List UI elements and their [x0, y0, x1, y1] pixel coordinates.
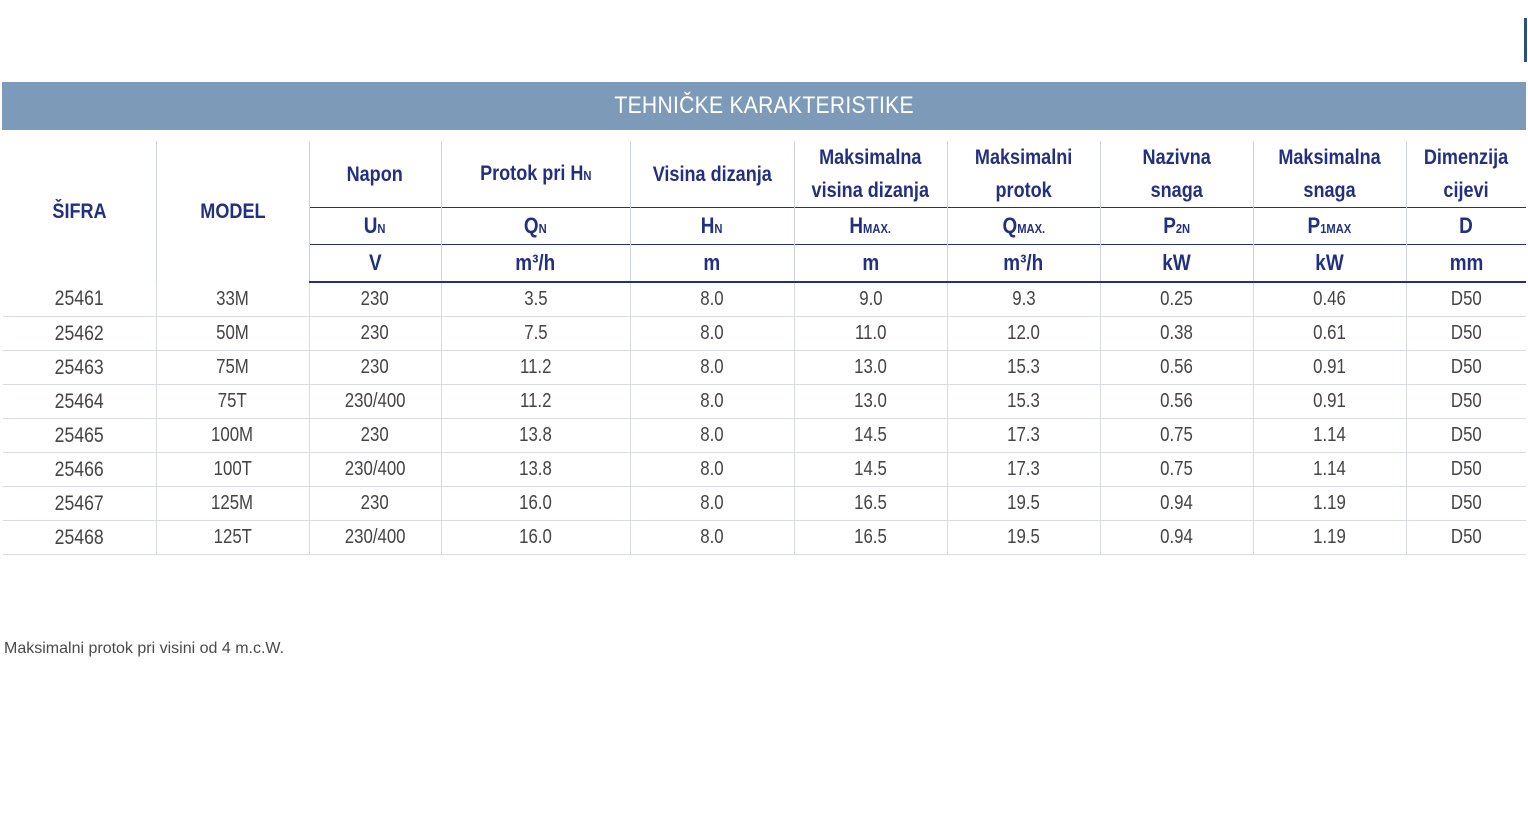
table-cell: 230 — [309, 351, 441, 385]
table-cell: 1.14 — [1253, 453, 1406, 487]
unit-v: V — [309, 245, 441, 283]
unit-kw: kW — [1100, 245, 1253, 283]
unit-m3h: m³/h — [441, 245, 630, 283]
table-cell: 17.3 — [947, 419, 1100, 453]
table-cell: 125T — [156, 521, 309, 555]
table-cell: 1.19 — [1253, 487, 1406, 521]
table-cell: 8.0 — [630, 487, 794, 521]
table-cell: 13.8 — [441, 419, 630, 453]
header-max-visina: Maksimalna visina dizanja — [794, 141, 947, 208]
table-cell: 25466 — [3, 453, 156, 487]
table-row — [3, 487, 1526, 521]
symbol-un: UN — [309, 208, 441, 245]
table-cell: 14.5 — [794, 419, 947, 453]
table-cell: 8.0 — [630, 453, 794, 487]
table-cell: 230 — [309, 419, 441, 453]
table-cell: 8.0 — [630, 385, 794, 419]
table-cell: 13.8 — [441, 453, 630, 487]
table-cell: 33M — [156, 282, 309, 317]
table-cell: 8.0 — [630, 419, 794, 453]
table-cell: 75M — [156, 351, 309, 385]
table-cell: D50 — [1406, 351, 1526, 385]
table-cell: 230 — [309, 282, 441, 317]
table-cell: 8.0 — [630, 317, 794, 351]
table-cell: 15.3 — [947, 351, 1100, 385]
table-cell: 16.5 — [794, 521, 947, 555]
table-cell: 1.19 — [1253, 521, 1406, 555]
symbol-p1max: P1MAX — [1253, 208, 1406, 245]
table-cell: 13.0 — [794, 385, 947, 419]
table-row — [3, 385, 1526, 419]
table-cell: 0.91 — [1253, 385, 1406, 419]
table-cell: 25462 — [3, 317, 156, 351]
table-cell: 19.5 — [947, 487, 1100, 521]
table-cell: 0.94 — [1100, 521, 1253, 555]
table-cell: 11.2 — [441, 385, 630, 419]
unit-mm: mm — [1406, 245, 1526, 283]
table-cell: 19.5 — [947, 521, 1100, 555]
table-row — [3, 351, 1526, 385]
symbol-d: D — [1406, 208, 1526, 245]
symbol-hn: HN — [630, 208, 794, 245]
table-cell: D50 — [1406, 282, 1526, 317]
table-cell: 3.5 — [441, 282, 630, 317]
spec-table — [3, 141, 1526, 555]
table-cell: 0.94 — [1100, 487, 1253, 521]
symbol-hmax: HMAX. — [794, 208, 947, 245]
table-cell: 100T — [156, 453, 309, 487]
symbol-qn: QN — [441, 208, 630, 245]
table-cell: 0.91 — [1253, 351, 1406, 385]
table-row — [3, 282, 1526, 317]
table-cell: 230/400 — [309, 521, 441, 555]
table-cell: 230/400 — [309, 453, 441, 487]
footnote: Maksimalni protok pri visini od 4 m.c.W. — [4, 640, 285, 657]
table-title: TEHNIČKE KARAKTERISTIKE — [614, 92, 914, 119]
table-cell: 16.0 — [441, 521, 630, 555]
unit-m: m — [794, 245, 947, 283]
table-row — [3, 453, 1526, 487]
table-cell: 8.0 — [630, 282, 794, 317]
table-row — [3, 317, 1526, 351]
header-napon: Napon — [309, 141, 441, 208]
table-cell: D50 — [1406, 453, 1526, 487]
table-cell: 14.5 — [794, 453, 947, 487]
symbol-qmax: QMAX. — [947, 208, 1100, 245]
header-sifra: ŠIFRA — [52, 200, 107, 223]
table-cell: 13.0 — [794, 351, 947, 385]
table-row — [3, 419, 1526, 453]
table-cell: 12.0 — [947, 317, 1100, 351]
table-row — [3, 521, 1526, 555]
table-cell: D50 — [1406, 317, 1526, 351]
symbol-p2n: P2N — [1100, 208, 1253, 245]
unit-m3h: m³/h — [947, 245, 1100, 283]
table-cell: 9.3 — [947, 282, 1100, 317]
table-cell: 25465 — [3, 419, 156, 453]
table-cell: 1.14 — [1253, 419, 1406, 453]
table-cell: 0.38 — [1100, 317, 1253, 351]
table-cell: 100M — [156, 419, 309, 453]
table-cell: 15.3 — [947, 385, 1100, 419]
table-cell: 25467 — [3, 487, 156, 521]
table-cell: 0.25 — [1100, 282, 1253, 317]
table-cell: 25463 — [3, 351, 156, 385]
header-protok: Protok pri HN — [441, 141, 630, 208]
table-cell: 75T — [156, 385, 309, 419]
table-cell: 25464 — [3, 385, 156, 419]
header-nazivna-snaga: Nazivna snaga — [1100, 141, 1253, 208]
table-cell: 0.56 — [1100, 385, 1253, 419]
table-cell: 9.0 — [794, 282, 947, 317]
header-visina-dizanja: Visina dizanja — [630, 141, 794, 208]
table-cell: 25461 — [3, 282, 156, 317]
table-cell: 8.0 — [630, 521, 794, 555]
unit-m: m — [630, 245, 794, 283]
header-dimenzija: Dimenzija cijevi — [1406, 141, 1526, 208]
table-cell: 8.0 — [630, 351, 794, 385]
edge-marker — [1524, 18, 1527, 62]
table-cell: 230/400 — [309, 385, 441, 419]
table-cell: 0.75 — [1100, 453, 1253, 487]
table-cell: 0.75 — [1100, 419, 1253, 453]
table-cell: 230 — [309, 317, 441, 351]
table-cell: 230 — [309, 487, 441, 521]
table-cell: 125M — [156, 487, 309, 521]
unit-kw: kW — [1253, 245, 1406, 283]
header-max-snaga: Maksimalna snaga — [1253, 141, 1406, 208]
table-cell: 7.5 — [441, 317, 630, 351]
table-cell: 25468 — [3, 521, 156, 555]
header-model: MODEL — [156, 141, 309, 282]
table-cell: 0.61 — [1253, 317, 1406, 351]
header-max-protok: Maksimalni protok — [947, 141, 1100, 208]
table-cell: 11.0 — [794, 317, 947, 351]
table-cell: 0.56 — [1100, 351, 1253, 385]
table-cell: D50 — [1406, 385, 1526, 419]
table-cell: D50 — [1406, 419, 1526, 453]
table-cell: 17.3 — [947, 453, 1100, 487]
table-cell: 50M — [156, 317, 309, 351]
table-cell: 16.5 — [794, 487, 947, 521]
table-cell: D50 — [1406, 487, 1526, 521]
table-title-bar — [2, 82, 1526, 130]
table-cell: 16.0 — [441, 487, 630, 521]
table-cell: D50 — [1406, 521, 1526, 555]
table-cell: 11.2 — [441, 351, 630, 385]
table-cell: 0.46 — [1253, 282, 1406, 317]
